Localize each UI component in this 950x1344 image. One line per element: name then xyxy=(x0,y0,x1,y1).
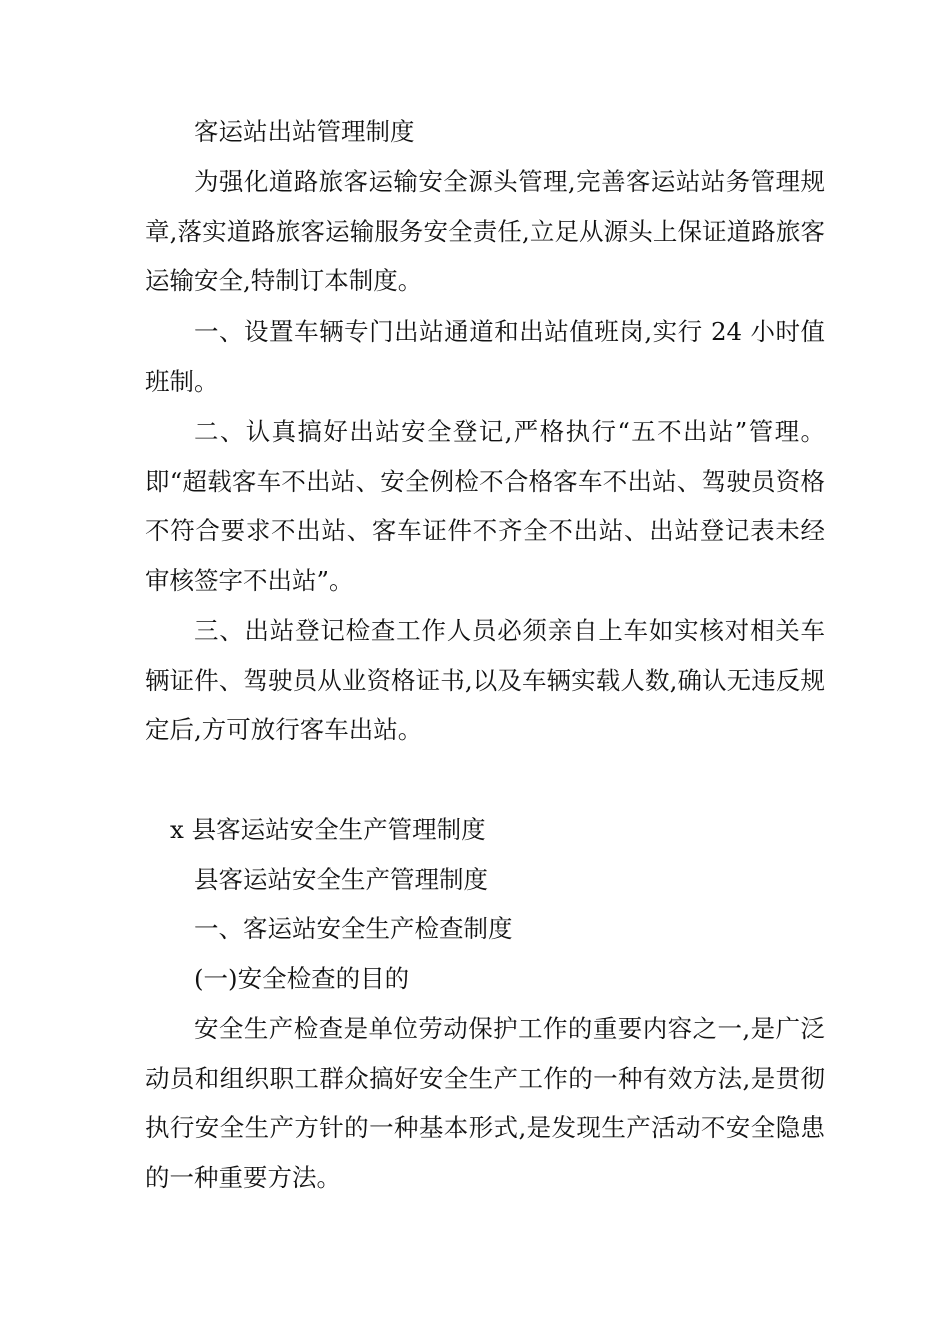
section-title: 客运站出站管理制度 xyxy=(194,117,415,146)
document-subtitle: 县客运站安全生产管理制度 xyxy=(194,865,488,894)
rule-item-3: 三、出站登记检查工作人员必须亲自上车如实核对相关车辆证件、驾驶员从业资格证书,以及车辆实载人数,确认无违反规定后,方可放行客车出站。 xyxy=(145,616,825,744)
chapter-heading: 一、客运站安全生产检查制度 xyxy=(194,914,513,943)
rule-item-1: 一、设置车辆专门出站通道和出站值班岗,实行 24 小时值班制。 xyxy=(145,317,825,396)
intro-paragraph: 为强化道路旅客运输安全源头管理,完善客运站站务管理规章,落实道路旅客运输服务安全责任,立足从源头上保证道路旅客运输安全,特制订本制度。 xyxy=(145,167,825,295)
document-title: x 县客运站安全生产管理制度 xyxy=(170,815,486,844)
body-paragraph: 安全生产检查是单位劳动保护工作的重要内容之一,是广泛动员和组织职工群众搞好安全生产工作的一种有效方法,是贯彻执行安全生产方针的一种基本形式,是发现生产活动不安全隐患的一种重要方法。 xyxy=(145,1014,825,1192)
subsection-heading: (一)安全检查的目的 xyxy=(194,964,410,993)
rule-item-2: 二、认真搞好出站安全登记,严格执行“五不出站”管理。即“超载客车不出站、安全例检不合格客车不出站、驾驶员资格不符合要求不出站、客车证件不齐全不出站、出站登记表未经审核签字不出站”。 xyxy=(145,417,825,595)
